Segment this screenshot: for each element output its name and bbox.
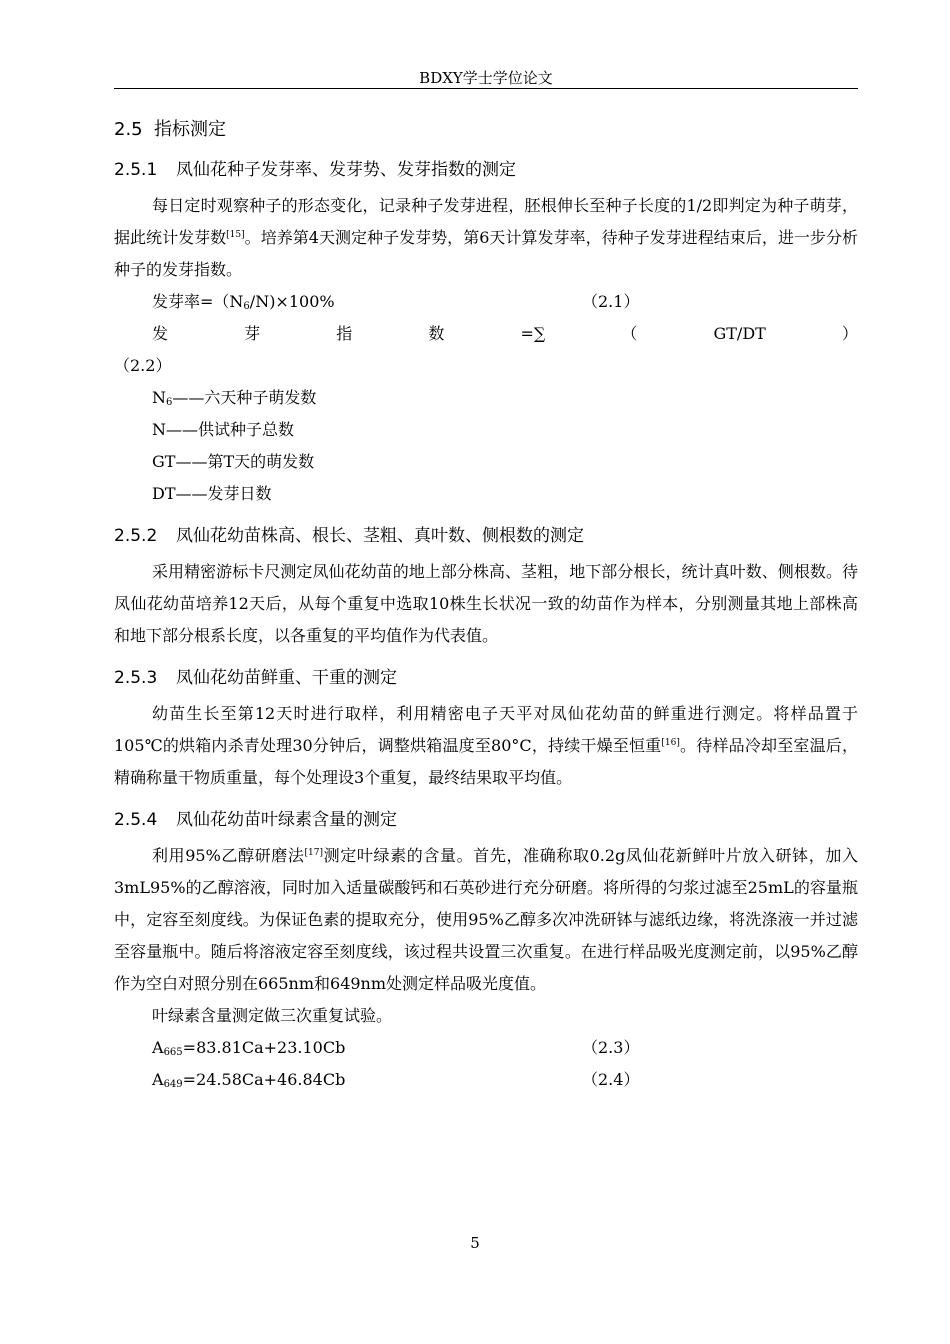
eq-token: 芽 [244, 324, 261, 343]
citation: [15] [226, 230, 245, 240]
eq-token: （ [621, 324, 638, 343]
text: /N)×100% [249, 292, 335, 311]
eq-token: =∑ [520, 324, 546, 343]
subsection-heading-1 [114, 158, 858, 182]
subsection-number: 2.5.3 [114, 668, 158, 688]
subsection-heading-3 [114, 666, 858, 690]
equation-number: （2.4） [582, 1070, 640, 1089]
equation-2-1 [114, 286, 858, 318]
paragraph: 采用精密游标卡尺测定凤仙花幼苗的地上部分株高、茎粗，地下部分根长，统计真叶数、侧根数。待凤仙花幼苗培养12天后，从每个重复中选取10株生长状况一致的幼苗作为样本，分别测量其地上部株高和地下部分根系长度，以各重复的平均值作为代表值。 [114, 562, 858, 645]
page-header: BDXY学士学位论文 [114, 68, 858, 89]
equation-number: （2.3） [582, 1038, 640, 1057]
equation-2-2 [114, 318, 858, 350]
section-heading [114, 118, 858, 142]
eq-token: ） [841, 324, 858, 343]
text: 每日定时观察种子的形态变化，记录种子发芽进程，胚根伸长至种子长度的1/2即判定为种子萌芽，据此统计发芽数 [114, 196, 858, 247]
subsection-heading-2 [114, 524, 858, 548]
subsection-heading-4 [114, 808, 858, 832]
equation-number: （2.1） [582, 292, 640, 311]
text: A [152, 1038, 164, 1057]
eq-token: 数 [428, 324, 445, 343]
citation: [16] [661, 738, 680, 748]
text: ——六天种子萌发数 [172, 388, 317, 407]
page-number: 5 [470, 1234, 480, 1252]
page-content [114, 112, 858, 1096]
paragraph: 叶绿素含量测定做三次重复试验。 [152, 1006, 393, 1025]
paragraph [114, 698, 858, 794]
text: 利用95%乙醇研磨法 [152, 846, 305, 865]
citation: [17] [304, 848, 324, 858]
subscript: 665 [163, 1047, 183, 1058]
eq-token: 指 [336, 324, 353, 343]
equation-2-4 [114, 1064, 858, 1096]
paragraph [114, 190, 858, 286]
definition: GT——第T天的萌发数 [152, 452, 315, 471]
subsection-title: 凤仙花种子发芽率、发芽势、发芽指数的测定 [176, 160, 516, 180]
equation-2-3 [114, 1032, 858, 1064]
subsection-number: 2.5.1 [114, 160, 158, 180]
definition: N——供试种子总数 [152, 420, 295, 439]
subsection-number: 2.5.2 [114, 526, 158, 546]
text: =83.81Ca+23.10Cb [182, 1038, 346, 1057]
section-title: 指标测定 [154, 119, 226, 140]
subsection-title: 凤仙花幼苗鲜重、干重的测定 [176, 668, 397, 688]
text: A [152, 1070, 164, 1089]
text: 幼苗生长至第12天时进行取样，利用精密电子天平对凤仙花幼苗的鲜重进行测定。将样品置于105℃的烘箱内杀青处理30分钟后，调整烘箱温度至80°C，持续干燥至恒重 [114, 704, 858, 755]
subsection-title: 凤仙花幼苗株高、根长、茎粗、真叶数、侧根数的测定 [176, 526, 584, 546]
subscript: 6 [243, 301, 250, 312]
equation-number: （2.2） [114, 356, 172, 375]
eq-token: GT/DT [713, 324, 766, 343]
paragraph [114, 840, 858, 1000]
subscript: 6 [166, 397, 173, 408]
subscript: 649 [163, 1079, 183, 1090]
section-number: 2.5 [114, 119, 143, 140]
text: 测定叶绿素的含量。首先，准确称取0.2g凤仙花新鲜叶片放入研钵，加入3mL95%的乙醇溶液，同时加入适量碳酸钙和石英砂进行充分研磨。将所得的匀浆过滤至25mL的容量瓶中，定容至刻度线。为保证色素的提取充分，使用95%乙醇多次冲洗研钵与滤纸边缘，将洗涤液一并过滤至容量瓶中。随后将溶液定容至刻度线，该过程共设置三次重复。在进行样品吸光度测定前，以95%乙醇作为空白对照分别在665nm和649nm处测定样品吸光度值。 [114, 846, 858, 993]
eq-token: 发 [152, 324, 169, 343]
text: 发芽率=（N [152, 292, 244, 311]
subsection-title: 凤仙花幼苗叶绿素含量的测定 [176, 810, 397, 830]
definition [114, 382, 858, 414]
subsection-number: 2.5.4 [114, 810, 158, 830]
text: 。培养第4天测定种子发芽势，第6天计算发芽率，待种子发芽进程结束后，进一步分析种子的发芽指数。 [114, 228, 858, 279]
text: =24.58Ca+46.84Cb [182, 1070, 346, 1089]
definition: DT——发芽日数 [152, 484, 272, 503]
text: N [152, 388, 166, 407]
text: 。待样品冷却至室温后，精确称量干物质重量，每个处理设3个重复，最终结果取平均值。 [114, 736, 858, 787]
